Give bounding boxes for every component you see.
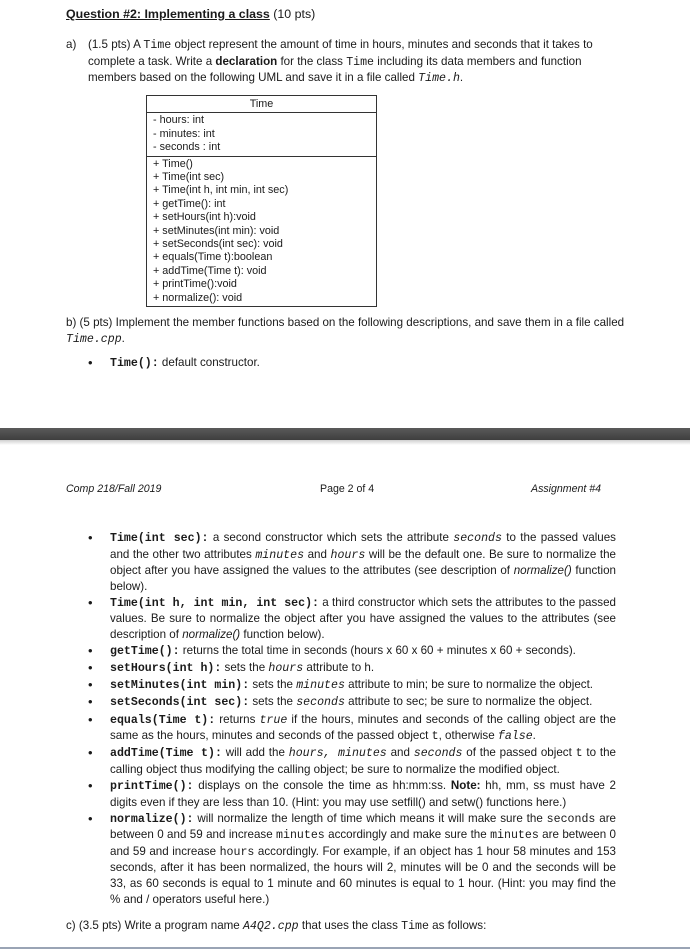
list-item: • setSeconds(int sec): sets the seconds attribute to sec; be sure to normalize the object. <box>110 694 616 711</box>
uml-method: + Time() <box>153 157 193 170</box>
item-code: setHours(int h): <box>110 662 222 676</box>
footer-course: Comp 218/Fall 2019 <box>66 483 162 495</box>
part-c-text-2: that uses the class <box>298 919 402 932</box>
item-code: setSeconds(int sec): <box>110 696 250 710</box>
part-b-text <box>66 315 626 347</box>
uml-method: + getTime(): int <box>153 197 226 210</box>
list-item <box>110 355 610 372</box>
part-c-text-3: as follows: <box>428 919 487 932</box>
file-time-cpp: Time.cpp <box>66 332 122 346</box>
uml-class-diagram <box>146 95 377 307</box>
part-a-label: a) <box>66 38 77 51</box>
page-bottom-rule <box>0 947 690 949</box>
uml-method: + setHours(int h):void <box>153 211 256 224</box>
uml-class-name: Time <box>249 98 274 110</box>
bullet-list-1 <box>110 355 610 372</box>
page-separator-shadow <box>0 440 690 445</box>
uml-method: + Time(int sec) <box>153 171 225 184</box>
part-a-text <box>88 37 618 87</box>
item-code: printTime(): <box>110 779 194 793</box>
footer-page-number: Page 2 of 4 <box>320 483 375 495</box>
uml-method: + setMinutes(int min): void <box>153 224 280 237</box>
list-item: • Time(int h, int min, int sec): a third constructor which sets the attributes to the passed values. Be sure to normalize the object after you have assigned the values to the attributes (see description of normalize() function below). <box>110 595 616 643</box>
list-item: • setMinutes(int min): sets the minutes attribute to min; be sure to normalize the object. <box>110 677 616 694</box>
question-title <box>66 7 315 23</box>
part-a-text-2: for the class <box>277 54 347 68</box>
part-b-text-2: . <box>121 331 125 345</box>
item-code: equals(Time t): <box>110 713 216 727</box>
uml-attribute: - hours: int <box>153 114 205 127</box>
part-a-text-4: . <box>459 71 464 85</box>
file-time-h: Time.h <box>418 72 460 86</box>
list-item: • Time(int sec): a second constructor which sets the attribute seconds to the passed values and the other two attributes minutes and hours will be the default one. Be sure to normalize the object after you have assigned the values to the attributes (see description of normalize() function below). <box>110 530 616 594</box>
uml-attributes <box>147 112 376 155</box>
part-a-text-3: including its data members and function members based on the following UML and save it in a file called <box>88 54 582 85</box>
item-code: getTime(): <box>110 645 180 659</box>
uml-attribute: - minutes: int <box>153 127 215 140</box>
item-code: addTime(Time t): <box>110 747 222 761</box>
question-points: (10 pts) <box>269 7 316 21</box>
item-code: Time(): <box>110 357 159 370</box>
list-item: • getTime(): returns the total time in seconds (hours x 60 x 60 + minutes x 60 + seconds). <box>110 643 616 660</box>
list-item: • addTime(Time t): will add the hours, minutes and seconds of the passed object t to the calling object thus modifying the calling object; be sure to normalize the modified object. <box>110 745 616 777</box>
part-a-text-1: object represent the amount of time in hours, minutes and seconds that it takes to complete a task. Write a <box>88 38 593 68</box>
item-code: Time(int h, int min, int sec): <box>110 596 319 610</box>
bullet-list-2 <box>110 530 616 908</box>
uml-method: + setSeconds(int sec): void <box>153 238 283 251</box>
uml-method: + Time(int h, int min, int sec) <box>153 184 289 197</box>
uml-method: + addTime(Time t): void <box>153 264 267 277</box>
question-heading: Question #2: Implementing a class <box>66 7 270 21</box>
list-item: • normalize(): will normalize the length of time which means it will make sure the seconds are between 0 and 59 and increase minutes accordingly and make sure the minutes are between 0 and 59 and increase hours accordingly. For example, if an object has 1 hour 58 minutes and 153 seconds, after it has been normalized, the hours will 2, minutes will be 0 and the seconds will be 33, as 60 seconds is equal to 1 minute and 60 minutes is equal to 1 hour. (Hint: you may find the % and / operators useful here.) <box>110 811 616 908</box>
declaration-bold: declaration <box>215 54 278 68</box>
file-a4q2-cpp: A4Q2.cpp <box>242 920 299 933</box>
list-item: • printTime(): displays on the console the time as hh:mm:ss. Note: hh, mm, ss must have 2 digits even if they are less than 10. (Hint: you may use setfill() and setw() functions here.) <box>110 778 616 810</box>
part-b-label: b) <box>66 316 77 329</box>
uml-attribute: - seconds : int <box>153 141 221 154</box>
uml-method: + printTime():void <box>153 278 237 291</box>
part-c-text-1: c) (3.5 pts) Write a program name <box>66 919 243 932</box>
list-item: • setHours(int h): sets the hours attribute to h. <box>110 660 616 677</box>
part-b-text-1: (5 pts) Implement the member functions based on the following descriptions, and save them in a file called <box>79 316 625 329</box>
code-time: Time <box>143 39 172 52</box>
code-time: Time <box>346 55 375 69</box>
uml-methods <box>147 156 376 306</box>
footer-assignment: Assignment #4 <box>531 483 602 495</box>
part-c-text <box>66 918 646 935</box>
item-code: Time(int sec): <box>110 532 209 545</box>
page-separator <box>0 428 690 440</box>
uml-method: + normalize(): void <box>153 291 243 304</box>
part-a-points: (1.5 pts) A <box>88 38 144 51</box>
item-code: setMinutes(int min): <box>110 679 250 693</box>
document-page-top <box>0 0 690 428</box>
list-item: • equals(Time t): returns true if the hours, minutes and seconds of the calling object are the same as the hours, minutes and seconds of the passed object t, otherwise false. <box>110 712 616 745</box>
item-text: default constructor. <box>158 356 260 369</box>
uml-method: + equals(Time t):boolean <box>153 251 273 264</box>
code-time: Time <box>401 920 429 933</box>
item-code: normalize(): <box>110 812 194 826</box>
